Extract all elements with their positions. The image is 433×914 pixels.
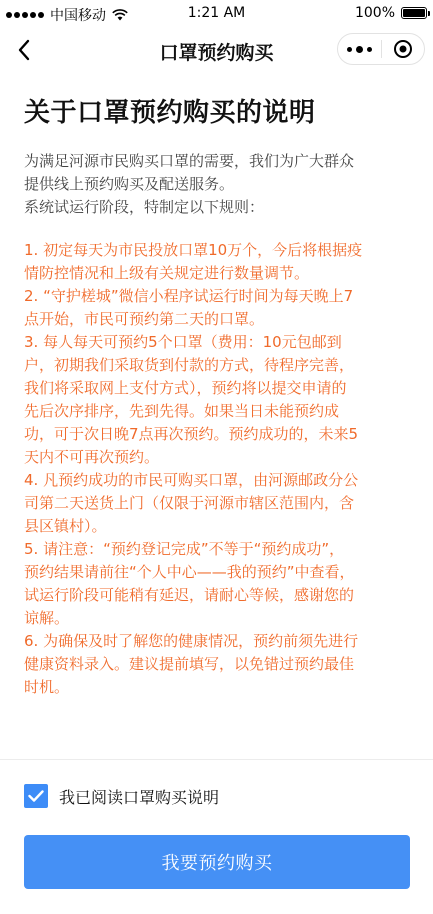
main-content: [24, 96, 414, 699]
rule-line: 情防控情况和上级有关规定进行数量调节。: [24, 264, 310, 282]
rule-line: 2. “守护槎城”微信小程序试运行时间为每天晚上7: [24, 287, 354, 305]
rule-line: 3. 每人每天可预约5个口罩（费用：10元包邮到: [24, 333, 342, 351]
more-button[interactable]: [338, 34, 381, 64]
intro-line: 系统试运行阶段，特制定以下规则：: [24, 198, 265, 216]
status-time: 1:21 AM: [187, 5, 246, 21]
rule-line: 我们将采取网上支付方式），预约将以提交申请的: [24, 379, 347, 397]
rule-line: 预约结果请前往“个人中心——我的预约”中查看，: [24, 563, 355, 581]
status-bar-right: [355, 5, 427, 21]
agreement-checkbox[interactable]: [24, 784, 48, 808]
rule-line: 6. 为确保及时了解您的健康情况，预约前须先进行: [24, 632, 359, 650]
carrier-label: 中国移动: [50, 8, 106, 24]
close-target-icon: [393, 39, 413, 59]
battery-percent: 100%: [354, 5, 395, 21]
rule-line: 县区镇村）。: [24, 517, 107, 535]
rule-line: 先后次序排序，先到先得。如果当日未能预约成: [24, 402, 340, 420]
rule-line: 功，可于次日晚7点再次预约。预约成功的，未来5: [24, 425, 359, 443]
intro-line: 提供线上预约购买及配送服务。: [24, 175, 235, 193]
miniprogram-capsule: [337, 33, 425, 65]
navigation-bar: [0, 28, 433, 72]
rule-line: 1. 初定每天为市民投放口罩10万个，今后将根据疫: [24, 241, 363, 259]
rules-list: [24, 239, 414, 699]
section-divider: [0, 759, 433, 760]
agreement-label: 我已阅读口罩购买说明: [59, 787, 220, 807]
intro-text: [24, 150, 414, 219]
agreement-row[interactable]: [24, 784, 219, 808]
status-bar: [0, 0, 433, 28]
rule-line: 时机。: [24, 678, 70, 696]
checkmark-icon: [28, 790, 44, 802]
rule-line: 健康资料录入。建议提前填写，以免错过预约最佳: [24, 655, 355, 673]
page-title: 口罩预约购买: [159, 42, 274, 64]
close-miniprogram-button[interactable]: [382, 34, 425, 64]
rule-line: 谅解。: [24, 609, 70, 627]
more-icon: [347, 46, 372, 53]
rule-line: 5. 请注意：“预约登记完成”不等于“预约成功”，: [24, 540, 345, 558]
rule-line: 天内不可再次预约。: [24, 448, 160, 466]
battery-icon: [401, 7, 427, 19]
rule-line: 试运行阶段可能稍有延迟，请耐心等候，感谢您的: [24, 586, 355, 604]
reserve-purchase-button[interactable]: 我要预约购买: [24, 835, 410, 889]
rule-line: 点开始，市民可预约第二天的口罩。: [24, 310, 265, 328]
rule-line: 4. 凡预约成功的市民可购买口罩，由河源邮政分公: [24, 471, 359, 489]
content-heading: 关于口罩预约购买的说明: [24, 98, 316, 128]
rule-line: 司第二天送货上门（仅限于河源市辖区范围内，含: [24, 494, 355, 512]
rule-line: 户，初期我们采取货到付款的方式，待程序完善，: [24, 356, 355, 374]
intro-line: 为满足河源市民购买口罩的需要，我们为广大群众: [24, 152, 355, 170]
